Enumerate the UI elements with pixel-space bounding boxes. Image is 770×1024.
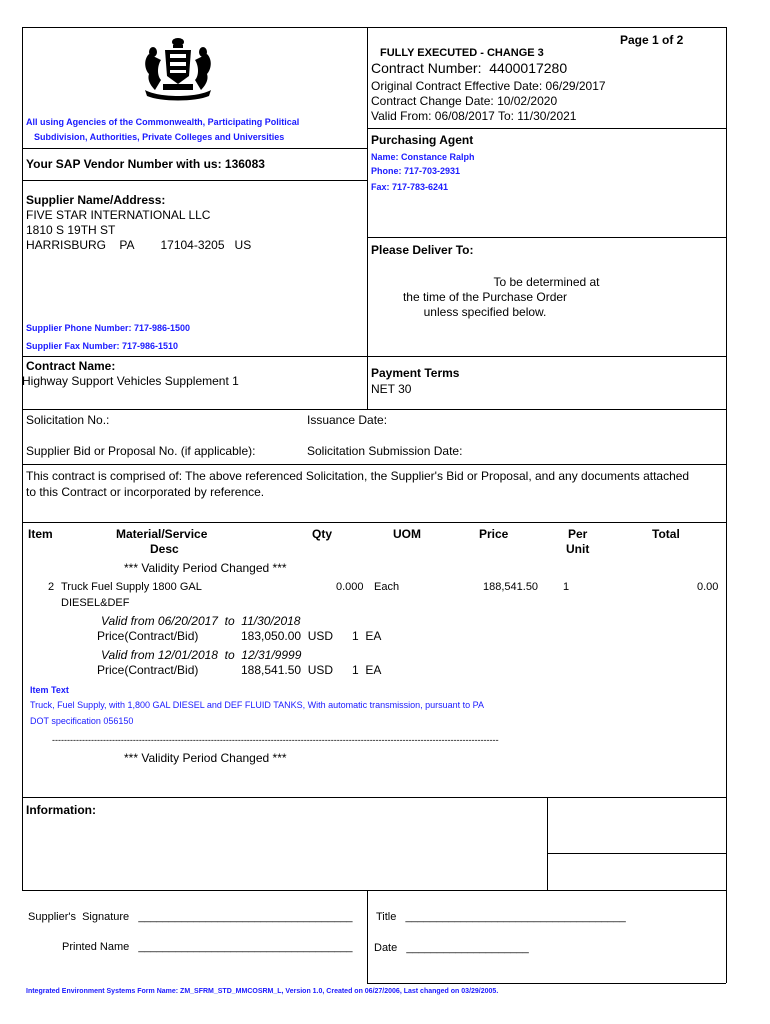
comprised-line-1: This contract is comprised of: The above referenced Solicitation, the Supplier's Bid or Proposal, and any documents attached [26, 469, 690, 483]
period-2-valid: Valid from 12/01/2018 to 12/31/9999 [101, 648, 302, 662]
supplier-signature-line[interactable]: Supplier's Signature ___________________________________ [28, 911, 353, 923]
rule-vendor [22, 180, 367, 181]
rule-contract-name [22, 356, 726, 357]
supplier-street: 1810 S 19TH ST [26, 223, 116, 237]
agent-name: Name: Constance Ralph [371, 152, 475, 162]
line-item-uom: Each [374, 581, 400, 593]
date-line[interactable]: Date ____________________ [374, 942, 529, 954]
item-text-line-2: DOT specification 056150 [30, 716, 134, 726]
period-2-price: 188,541.50 USD [241, 663, 334, 677]
rule-bottom [367, 983, 726, 984]
submission-date: Solicitation Submission Date: [307, 444, 463, 458]
line-item-desc-1: Truck Fuel Supply 1800 GAL [61, 581, 202, 593]
valid-dates: Valid From: 06/08/2017 To: 11/30/2021 [371, 109, 577, 123]
contract-name-label: Contract Name: [26, 359, 116, 373]
title-line[interactable]: Title ____________________________________ [376, 911, 626, 923]
rule-deliver [367, 237, 726, 238]
commonwealth-seal-icon [139, 36, 217, 102]
agent-fax: Fax: 717-783-6241 [371, 182, 449, 192]
period-1-price: 183,050.00 USD [241, 629, 334, 643]
information-label: Information: [26, 803, 96, 817]
form-footer: Integrated Environment Systems Form Name: ZM_SFRM_STD_MMCOSRM_L, Version 1.0, Created on 06/27/2006, Last changed on 03/29/2005. [26, 988, 499, 995]
agencies-line-1: All using Agencies of the Commonwealth, Participating Political [26, 117, 300, 127]
validity-changed-bottom: *** Validity Period Changed *** [124, 751, 287, 765]
supplier-city: HARRISBURG PA 17104-3205 US [26, 238, 252, 252]
purchasing-agent-title: Purchasing Agent [371, 133, 474, 147]
contract-number: Contract Number: 4400017280 [371, 60, 568, 76]
col-header-material: Material/Service [116, 527, 208, 541]
col-header-per: Per [568, 527, 588, 541]
execution-status: FULLY EXECUTED - CHANGE 3 [380, 47, 544, 59]
comprised-line-2: to this Contract or incorporated by reference. [26, 485, 265, 499]
col-header-qty: Qty [312, 527, 333, 541]
rule-information [22, 797, 726, 798]
line-item-per: 1 [563, 581, 570, 593]
supplier-fax: Supplier Fax Number: 717-986-1510 [26, 341, 179, 351]
col-header-price: Price [479, 527, 509, 541]
solicitation-no: Solicitation No.: [26, 413, 110, 427]
period-1-qty: 1 EA [352, 629, 382, 643]
dashed-separator: ----------------------------------------------------------------------------------------------------------------------------------------------------- [52, 735, 499, 745]
validity-changed-top: *** Validity Period Changed *** [124, 561, 287, 575]
col-header-item: Item [28, 527, 53, 541]
supplier-bid-no: Supplier Bid or Proposal No. (if applicable): [26, 444, 256, 458]
payment-terms-value: NET 30 [371, 382, 412, 396]
agent-phone: Phone: 717-703-2931 [371, 166, 461, 176]
rule-table-top [22, 522, 726, 523]
item-text-label: Item Text [30, 685, 69, 695]
signature-divider [367, 890, 368, 983]
line-item-total: 0.00 [697, 581, 719, 593]
rule-signature [22, 890, 726, 891]
col-header-desc: Desc [150, 542, 179, 556]
agencies-line-2: Subdivision, Authorities, Private Colleges and Universities [34, 132, 285, 142]
printed-name-line[interactable]: Printed Name ___________________________________ [62, 941, 353, 953]
item-text-line-1: Truck, Fuel Supply, with 1,800 GAL DIESEL and DEF FLUID TANKS, With automatic transmission, pursuant to PA [30, 700, 485, 710]
line-item-number: 2 [48, 581, 55, 593]
period-2-price-label: Price(Contract/Bid) [97, 663, 199, 677]
col-header-total: Total [652, 527, 680, 541]
deliver-to-title: Please Deliver To: [371, 243, 474, 257]
issuance-date: Issuance Date: [307, 413, 388, 427]
deliver-line-2: the time of the Purchase Order [402, 290, 568, 304]
line-item-price: 188,541.50 [483, 581, 539, 593]
supplier-name: FIVE STAR INTERNATIONAL LLC [26, 208, 211, 222]
deliver-line-3: unless specified below. [423, 305, 547, 319]
deliver-line-1: To be determined at [493, 275, 600, 289]
period-2-qty: 1 EA [352, 663, 382, 677]
page-number: Page 1 of 2 [620, 33, 684, 47]
col-header-uom: UOM [393, 527, 421, 541]
contract-name-value: Highway Support Vehicles Supplement 1 [22, 374, 239, 388]
rule-solicitation [22, 409, 726, 410]
period-1-valid: Valid from 06/20/2017 to 11/30/2018 [101, 614, 301, 628]
column-divider [367, 27, 368, 409]
rule-comprised [22, 464, 726, 465]
frame-right [726, 27, 727, 983]
info-divider [547, 797, 548, 890]
original-effective-date: Original Contract Effective Date: 06/29/2017 [371, 79, 606, 93]
frame-left [22, 27, 23, 890]
rule-info-inner [547, 853, 726, 854]
contract-change-date: Contract Change Date: 10/02/2020 [371, 94, 558, 108]
col-header-unit: Unit [566, 542, 590, 556]
supplier-label: Supplier Name/Address: [26, 193, 166, 207]
line-item-qty: 0.000 [336, 581, 364, 593]
supplier-phone: Supplier Phone Number: 717-986-1500 [26, 323, 191, 333]
rule-agencies [22, 148, 367, 149]
rule-agent [367, 128, 726, 129]
payment-terms-label: Payment Terms [371, 366, 460, 380]
vendor-number: Your SAP Vendor Number with us: 136083 [26, 157, 265, 171]
line-item-desc-2: DIESEL&DEF [61, 597, 130, 609]
period-1-price-label: Price(Contract/Bid) [97, 629, 199, 643]
frame-top [22, 27, 726, 28]
